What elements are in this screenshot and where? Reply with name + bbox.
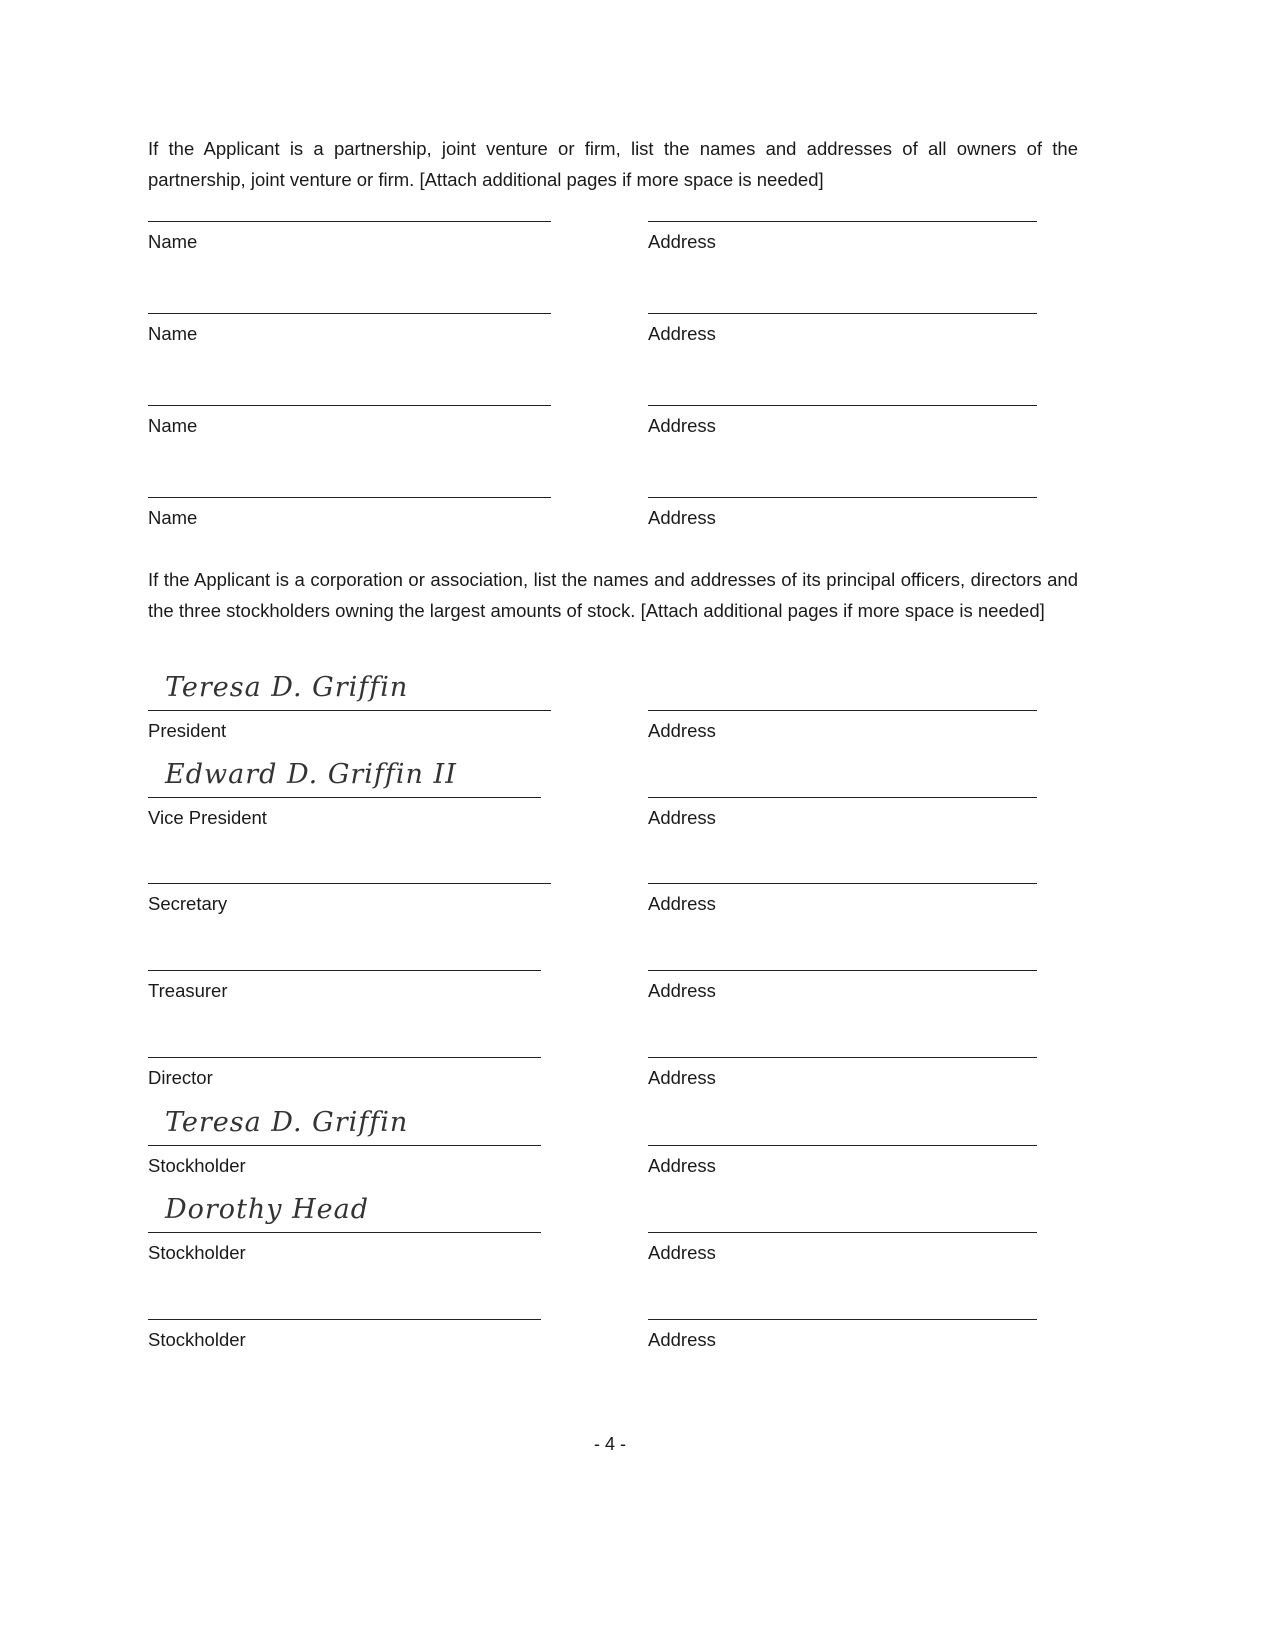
address-label: Address <box>648 807 716 828</box>
name-line[interactable] <box>148 797 541 798</box>
address-label: Address <box>648 893 716 914</box>
handwritten-signature: Teresa D. Griffin <box>165 672 409 703</box>
name-line[interactable] <box>148 221 551 222</box>
name-line[interactable] <box>148 710 551 711</box>
address-label: Address <box>648 1329 716 1350</box>
address-label: Address <box>648 323 716 344</box>
row-label: Secretary <box>148 893 228 914</box>
address-line[interactable] <box>648 1057 1037 1058</box>
address-line[interactable] <box>648 1145 1037 1146</box>
name-line[interactable] <box>148 883 551 884</box>
address-line[interactable] <box>648 1319 1037 1320</box>
handwritten-signature: Edward D. Griffin II <box>165 759 457 790</box>
address-line[interactable] <box>648 883 1037 884</box>
address-line[interactable] <box>648 221 1037 222</box>
address-line[interactable] <box>648 497 1037 498</box>
row-label: Stockholder <box>148 1329 246 1350</box>
address-label: Address <box>648 980 716 1001</box>
row-label: President <box>148 720 227 741</box>
name-line[interactable] <box>148 1319 541 1320</box>
row-label: Name <box>148 323 198 344</box>
address-label: Address <box>648 1067 716 1088</box>
address-label: Address <box>648 1155 716 1176</box>
row-label: Stockholder <box>148 1155 246 1176</box>
page-number: - 4 - <box>594 1434 627 1454</box>
address-label: Address <box>648 507 716 528</box>
partnership-instructions: If the Applicant is a partnership, joint venture or firm, list the names and addresses of all owners of the partnership, joint venture or firm. [Attach additional pages if more space is needed] <box>148 138 1078 190</box>
name-line[interactable] <box>148 313 551 314</box>
address-label: Address <box>648 231 716 252</box>
row-label: Name <box>148 507 198 528</box>
row-label: Treasurer <box>148 980 228 1001</box>
name-line[interactable] <box>148 1145 541 1146</box>
address-line[interactable] <box>648 405 1037 406</box>
name-line[interactable] <box>148 497 551 498</box>
row-label: Stockholder <box>148 1242 246 1263</box>
address-label: Address <box>648 1242 716 1263</box>
address-line[interactable] <box>648 797 1037 798</box>
handwritten-signature: Teresa D. Griffin <box>165 1107 409 1138</box>
row-label: Director <box>148 1067 213 1088</box>
row-label: Vice President <box>148 807 267 828</box>
row-label: Name <box>148 231 198 252</box>
address-line[interactable] <box>648 313 1037 314</box>
address-line[interactable] <box>648 970 1037 971</box>
address-label: Address <box>648 720 716 741</box>
name-line[interactable] <box>148 405 551 406</box>
name-line[interactable] <box>148 1057 541 1058</box>
address-line[interactable] <box>648 710 1037 711</box>
row-label: Name <box>148 415 198 436</box>
handwritten-signature: Dorothy Head <box>165 1194 370 1225</box>
name-line[interactable] <box>148 970 541 971</box>
corporation-instructions: If the Applicant is a corporation or association, list the names and addresses of its principal officers, directors and the three stockholders owning the largest amounts of stock. [Attach additional pages if more space is needed] <box>148 569 1078 621</box>
address-label: Address <box>648 415 716 436</box>
name-line[interactable] <box>148 1232 541 1233</box>
address-line[interactable] <box>648 1232 1037 1233</box>
